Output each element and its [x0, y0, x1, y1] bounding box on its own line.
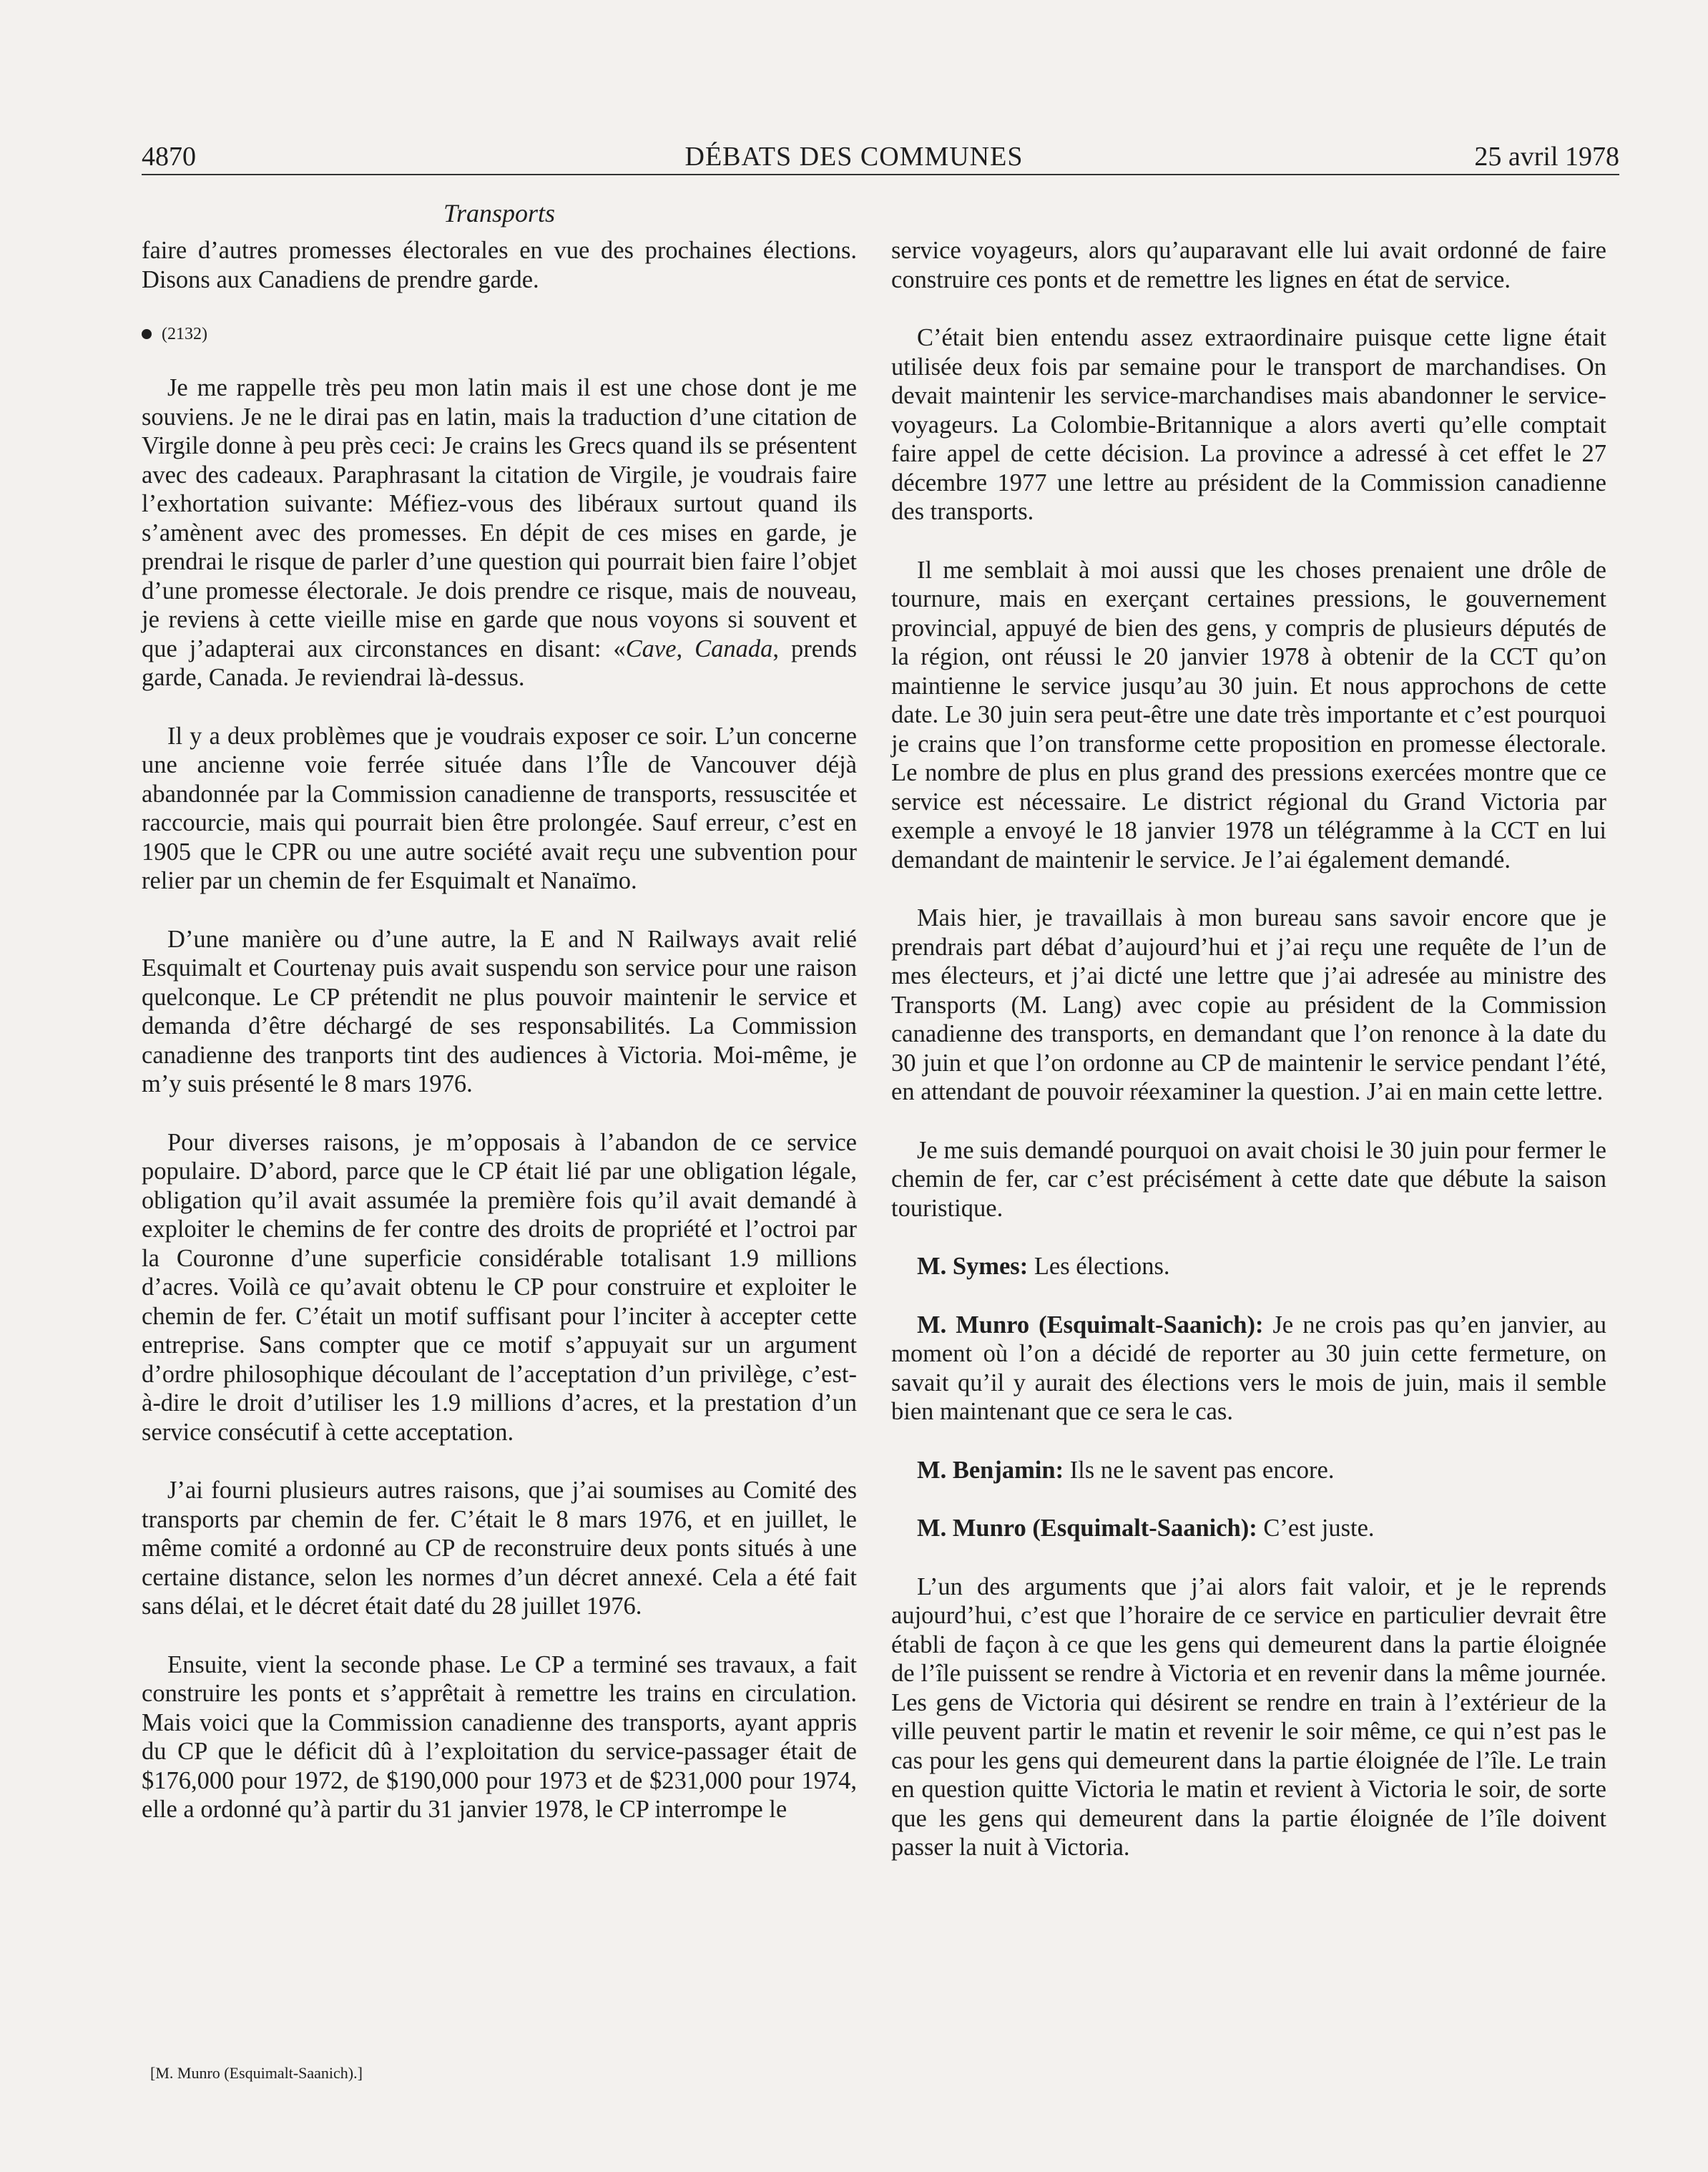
speaker-name: M. Munro (Esquimalt-Saanich):	[917, 1515, 1257, 1542]
speech	[891, 1514, 1606, 1543]
bullet-dot-icon	[142, 329, 152, 339]
paragraph-text: , prends garde, Canada. Je reviendrai là-dessus.	[142, 635, 857, 691]
speech-text: Je ne crois pas qu’en janvier, au moment où l’on a décidé de reporter au 30 juin cette fermeture, on savait qu’il y aurait des élections vers le mois de juin, mais il semble bien maintenant que ce sera le cas.	[891, 1311, 1606, 1425]
paragraph: Il y a deux problèmes que je voudrais exposer ce soir. L’un concerne une ancienne voie ferrée située dans l’Île de Vancouver déjà abandonnée par la Commission canadienne de transports, ressuscitée et raccourcie, mais qui pourrait bien être prolongée. Sauf erreur, c’est en 1905 que le CPR ou une autre société avait reçu une subvention pour relier par un chemin de fer Esquimalt et Nanaïmo.	[142, 722, 857, 894]
time-marker-label: (2132)	[162, 325, 207, 343]
speech-text: Les élections.	[1028, 1253, 1170, 1280]
paragraph: Pour diverses raisons, je m’opposais à l’abandon de ce service populaire. D’abord, parce que le CP était lié par une obligation légale, obligation qu’il avait assumée la première fois qu’il avait demandé à exploiter le chemins de fer contre des droits de propriété et l’octroi par la Couronne d’une superficie considérable totalisant 1.9 millions d’acres. Voilà ce qu’avait obtenu le CP pour construire et exploiter le chemin de fer. C’était un motif suffisant pour l’inciter à accepter cette entreprise. Sans compter que ce motif s’appuyait sur un argument d’ordre philosophique découlant de l’acceptation d’un privilège, c’est-à-dire le droit d’utiliser les 1.9 millions d’acres, et la prestation d’un service consécutif à cette acceptation.	[142, 1128, 857, 1446]
time-marker	[142, 323, 857, 345]
speech	[891, 1456, 1606, 1485]
speech-text: C’est juste.	[1257, 1515, 1375, 1542]
footer-speaker-note: [M. Munro (Esquimalt-Saanich).]	[150, 2064, 363, 2082]
section-title: Transports	[443, 199, 556, 228]
speaker-name: M. Symes:	[917, 1253, 1029, 1280]
paragraph: Mais hier, je travaillais à mon bureau sans savoir encore que je prendrais part débat d’aujourd’hui et j’ai reçu une requête de l’un de mes électeurs, et j’ai dicté une lettre que j’ai adresée au ministre des Transports (M. Lang) avec copie au président de la Commission canadienne des transports, en demandant que l’on renonce à la date du 30 juin et que l’on ordonne au CP de maintenir le service pendant l’été, en attendant de pouvoir réexaminer la question. J’ai en main cette lettre.	[891, 904, 1606, 1105]
paragraph: Je me suis demandé pourquoi on avait choisi le 30 juin pour fermer le chemin de fer, car c’est précisément à cette date que débute la saison touristique.	[891, 1136, 1606, 1222]
paragraph	[142, 373, 857, 693]
paragraph: Ensuite, vient la seconde phase. Le CP a terminé ses travaux, a fait construire les ponts et s’apprêtait à remettre les trains en circulation. Mais voici que la Commission canadienne des transports, ayant appris du CP que le déficit dû à l’exploitation du service-passager était de $176,000 pour 1972, de $190,000 pour 1973 et de $231,000 pour 1974, elle a ordonné qu’à partir du 31 janvier 1978, le CP interrompe le	[142, 1650, 857, 1823]
page-date: 25 avril 1978	[1474, 142, 1619, 172]
speech-text: Ils ne le savent pas encore.	[1064, 1456, 1335, 1484]
speaker-name: M. Munro (Esquimalt-Saanich):	[917, 1311, 1264, 1339]
speech	[891, 1311, 1606, 1427]
paragraph-text: Je me rappelle très peu mon latin mais il est une chose dont je me souviens. Je ne le dirai pas en latin, mais la traduction d’une citation de Virgile donne à peu près ceci: Je crains les Grecs quand ils se présentent avec des cadeaux. Paraphrasant la citation de Virgile, je voudrais faire l’exhortation suivante: Méfiez-vous des libéraux surtout quand ils s’amènent avec des promesses. En dépit de ces mises en garde, je prendrai le risque de parler d’une question qui pourrait bien faire l’objet d’une promesse électorale. Je dois prendre ce risque, mais de nouveau, je reviens à cette vieille mise en garde que nous voyons si souvent et que j’adapterai aux circonstances en disant: «	[142, 374, 857, 662]
page-number: 4870	[142, 142, 196, 172]
page-header-title: DÉBATS DES COMMUNES	[684, 142, 1024, 172]
paragraph: faire d’autres promesses électorales en vue des prochaines élections. Disons aux Canadiens de prendre garde.	[142, 237, 857, 293]
left-column	[142, 236, 857, 1854]
paragraph: J’ai fourni plusieurs autres raisons, que j’ai soumises au Comité des transports par chemin de fer. C’était le 8 mars 1976, et en juillet, le même comité a ordonné au CP de reconstruire deux ponts situés à une certaine distance, selon les normes d’un décret annexé. Cela a été fait sans délai, et le décret était daté du 28 juillet 1976.	[142, 1477, 857, 1620]
paragraph-italic: Cave, Canada	[625, 635, 773, 662]
paragraph: L’un des arguments que j’ai alors fait valoir, et je le reprends aujourd’hui, c’est que l’horaire de ce service en particulier devrait être établi de façon à ce que les gens qui demeurent dans la partie éloignée de l’île puissent se rendre à Victoria et en revenir dans la même journée. Les gens de Victoria qui désirent se rendre en train à l’extérieur de la ville peuvent partir le matin et revenir le soir même, ce qui n’est pas le cas pour les gens qui demeurent dans la partie éloignée de l’île. Le train en question quitte Victoria le matin et revient à Victoria le soir, de sorte que les gens qui demeurent dans la partie éloignée de l’île doivent passer la nuit à Victoria.	[891, 1572, 1606, 1861]
header-rule	[142, 174, 1619, 175]
right-column	[891, 236, 1606, 1892]
paragraph: Il me semblait à moi aussi que les choses prenaient une drôle de tournure, mais en exerçant certaines pressions, le gouvernement provincial, appuyé de bien des gens, y compris de plusieurs députés de la région, ont réussi le 20 janvier 1978 à obtenir de la CCT qu’on maintienne le service jusqu’au 30 juin. Et nous approchons de cette date. Le 30 juin sera peut-être une date très importante et c’est pourquoi je crains que l’on transforme cette proposition en promesse électorale. Le nombre de plus en plus grand des pressions exercées montre que ce service est nécessaire. Le district régional du Grand Victoria par exemple a envoyé le 18 janvier 1978 un télégramme à la CCT en lui demandant de maintenir le service. Je l’ai également demandé.	[891, 556, 1606, 874]
paragraph: D’une manière ou d’une autre, la E and N Railways avait relié Esquimalt et Courtenay puis avait suspendu son service pour une raison quelconque. Le CP prétendit ne plus pouvoir maintenir le service et demanda d’être déchargé de ses responsabilités. La Commission canadienne des tranports tint des audiences à Victoria. Moi-même, je m’y suis présenté le 8 mars 1976.	[142, 925, 857, 1097]
speech	[891, 1252, 1606, 1281]
speaker-name: M. Benjamin:	[917, 1456, 1064, 1484]
paragraph: C’était bien entendu assez extraordinaire puisque cette ligne était utilisée deux fois par semaine pour le transport de marchandises. On devait maintenir les service-marchandises mais abandonner le service-voyageurs. La Colombie-Britannique a alors averti qu’elle comptait faire appel de cette décision. La province a adressé à cet effet le 27 décembre 1977 une lettre au président de la Commission canadienne des transports.	[891, 324, 1606, 525]
paragraph: service voyageurs, alors qu’auparavant elle lui avait ordonné de faire construire ces ponts et de remettre les lignes en état de service.	[891, 237, 1606, 293]
